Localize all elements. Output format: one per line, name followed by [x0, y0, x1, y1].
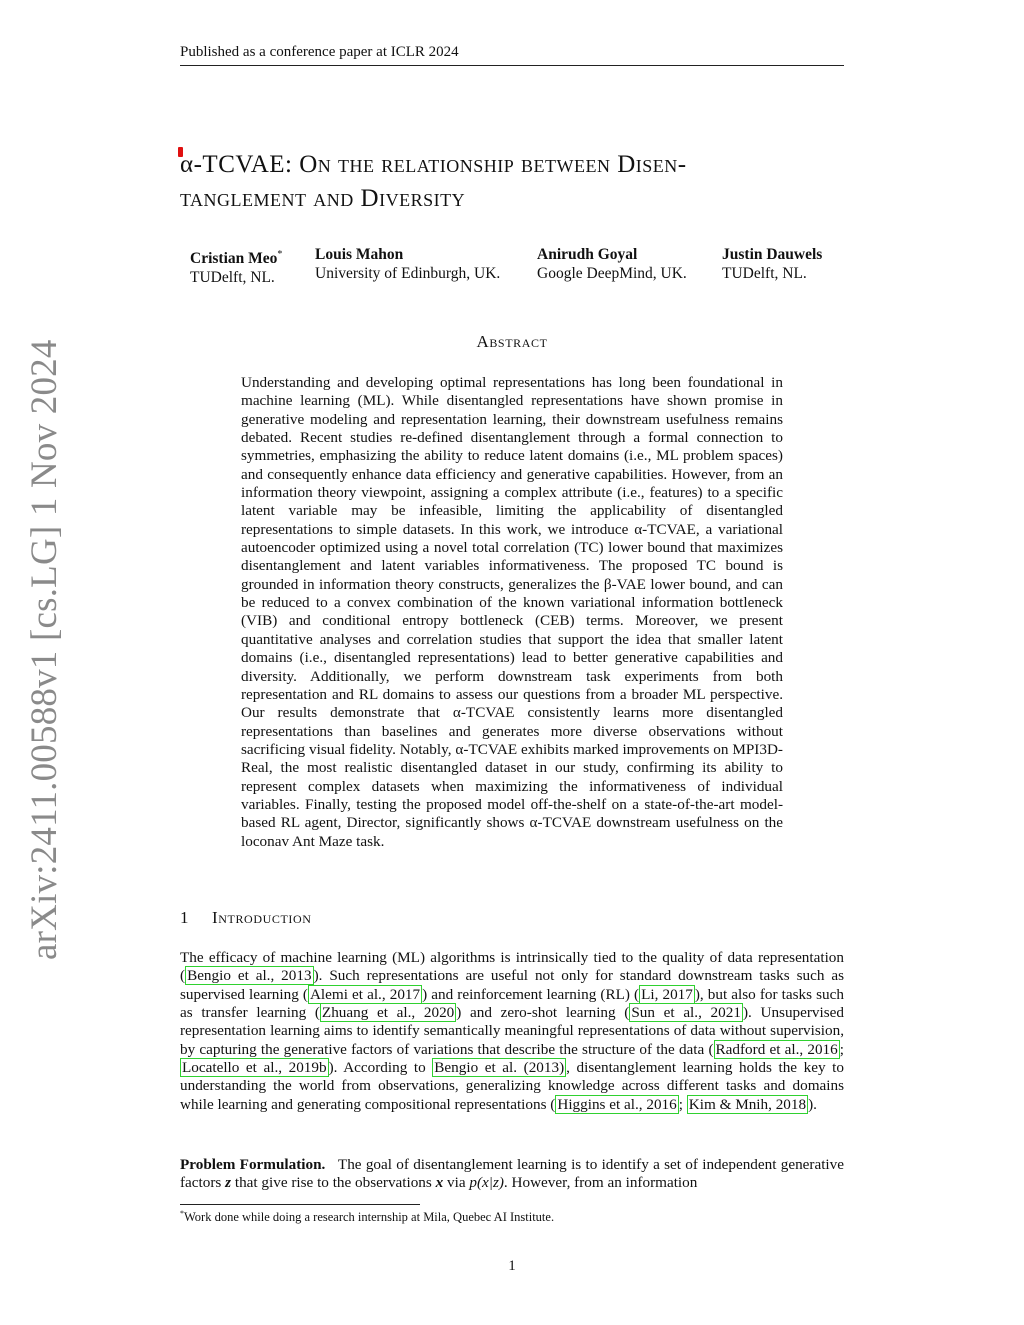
problem-text: via: [443, 1174, 470, 1192]
author-name: Justin Dauwels: [722, 246, 823, 263]
arxiv-stamp: arXiv:2411.00588v1 [cs.LG] 1 Nov 2024: [24, 339, 65, 960]
intro-text: The efficacy of machine learning (ML) algorithms is intrinsically tied to the quality of data representation (: [180, 949, 844, 985]
section-heading: [180, 908, 312, 928]
author-affiliation: TUDelft, NL.: [722, 265, 807, 282]
intro-text: ). According to: [328, 1059, 433, 1077]
author-mark: *: [277, 249, 283, 260]
math-z: z: [225, 1174, 232, 1192]
author: [190, 245, 282, 287]
problem-text: that give rise to the observations: [231, 1174, 436, 1192]
footnote-text: Work done while doing a research internship at Mila, Quebec AI Institute.: [184, 1210, 555, 1225]
intro-text: ;: [678, 1095, 687, 1113]
title-line-1: [180, 148, 860, 182]
author-name: Cristian Meo: [190, 250, 278, 268]
page-number: 1: [508, 1258, 516, 1274]
citation-link[interactable]: Sun et al., 2021: [631, 1004, 741, 1022]
intro-text: ;: [839, 1040, 844, 1058]
title-line-2: tanglement and Diversity: [180, 185, 466, 212]
footnote-mark: *: [180, 1209, 184, 1218]
author-affiliation: TUDelft, NL.: [190, 269, 275, 287]
problem-text: . However, from an information: [503, 1174, 698, 1192]
footnote: [180, 1209, 554, 1225]
problem-text: The goal of disentanglement learning is to identify a set of independent generative factors: [180, 1156, 844, 1192]
paragraph-heading: Problem Formulation.: [180, 1156, 326, 1173]
abstract-text: Understanding and developing optimal representations has long been foundational in machine learning (ML). While disentangled representations have shown promise in generative modeling and representation learning, their downstream usefulness remains debated. Recent studies re-defined disentanglement through a formal connection to symmetries, emphasizing the ability to reduce latent domains (i.e., ML problem spaces) and consequently enhance data efficiency and generative capabilities. However, from an information theory viewpoint, assigning a complex attribute (i.e., features) to a specific latent variable may be infeasible, limiting the applicability of disentangled representations to simple datasets. In this work, we introduce α-TCVAE, a variational autoencoder optimized using a novel total correlation (TC) lower bound that maximizes disentanglement and latent variables informativeness. The proposed TC bound is grounded in information theory constructs, generalizes the β-VAE lower bound, and can be reduced to a convex combination of the known variational information bottleneck (VIB) and conditional entropy bottleneck (CEB) terms. Moreover, we present quantitative analyses and correlation studies that support the idea that smaller latent domains (i.e., disentangled representations) lead to better generative capabilities and diversity. Additionally, we perform downstream task experiments from both representation and RL domains to assess our questions from a broader ML perspective. Our results demonstrate that α-TCVAE consistently learns more disentangled representations than baselines and generates more diverse observations without sacrificing visual fidelity. Notably, α-TCVAE exhibits marked improvements on MPI3D-Real, the most realistic disentangled dataset in our study, confirming its ability to represent complex datasets when maximizing the informativeness of individual variables. Finally, testing the proposed model off-the-shelf on a state-of-the-art model-based RL agent, Director, significantly shows α-TCVAE downstream usefulness on the loconav Ant Maze task.: [241, 374, 783, 850]
citation-link[interactable]: Radford et al., 2016: [715, 1040, 838, 1058]
intro-text: ), but also for tasks such as transfer learning (: [180, 985, 844, 1022]
math-pxz: p(x|z): [469, 1174, 504, 1192]
author-affiliation: Google DeepMind, UK.: [537, 265, 687, 282]
citation-link[interactable]: Zhuang et al., 2020: [321, 1004, 455, 1022]
paper-title: [180, 148, 860, 216]
title-rest: n the relationship between Disen-: [317, 151, 687, 178]
section-number: 1: [180, 908, 190, 927]
citation-link[interactable]: Bengio et al. (2013): [434, 1059, 565, 1077]
problem-formulation-paragraph: [180, 1156, 844, 1193]
introduction-paragraph: [180, 949, 844, 1114]
intro-text: ). Unsupervised representation learning aims to identify semantically meaningful representations of data without supervision, by capturing the generative factors of variations that describe the structure of the data (: [180, 1004, 844, 1058]
author-name: Louis Mahon: [315, 246, 404, 263]
math-x: x: [435, 1174, 444, 1192]
author-name: Anirudh Goyal: [537, 246, 638, 263]
citation-link[interactable]: Locatello et al., 2019b: [182, 1059, 327, 1077]
section-title: Introduction: [212, 908, 312, 927]
footnote-rule: [180, 1204, 420, 1205]
citation-link[interactable]: Bengio et al., 2013: [187, 967, 312, 985]
intro-text: , disentanglement learning holds the key to understanding the world from observations, generalizing knowledge across different tasks and domains while learning and generating compositional representations (: [180, 1059, 844, 1113]
running-header: Published as a conference paper at ICLR 2024: [180, 44, 844, 66]
intro-text: ) and reinforcement learning (RL) (: [422, 985, 640, 1003]
author-affiliation: University of Edinburgh, UK.: [315, 265, 501, 282]
abstract-heading: Abstract: [476, 332, 548, 351]
intro-text: ).: [808, 1095, 817, 1113]
citation-link[interactable]: Li, 2017: [641, 985, 693, 1003]
author: [537, 245, 687, 283]
citation-link[interactable]: Kim & Mnih, 2018: [688, 1095, 807, 1113]
intro-text: ). Such representations are useful not only for standard downstream tasks such as supervised learning (: [180, 967, 844, 1003]
author: [722, 245, 822, 283]
citation-link[interactable]: Higgins et al., 2016: [557, 1095, 677, 1113]
title-prefix: α-TCVAE: O: [180, 151, 318, 178]
citation-link[interactable]: Alemi et al., 2017: [309, 985, 421, 1003]
intro-text: ) and zero-shot learning (: [456, 1004, 630, 1022]
author: [315, 245, 500, 283]
